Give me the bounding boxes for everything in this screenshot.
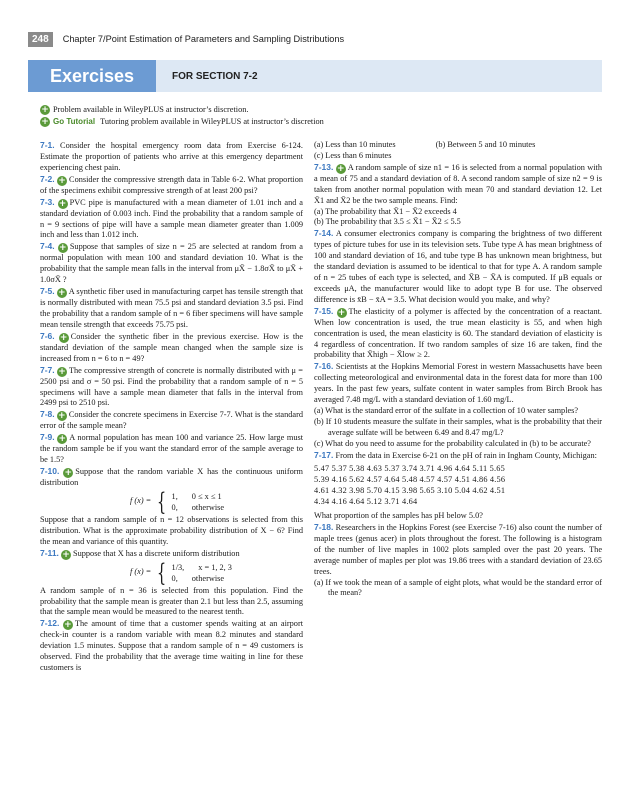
exercise-number: 7-11.: [40, 547, 59, 558]
discrete-pmf-formula: [130, 558, 303, 587]
chapter-title: Chapter 7/Point Estimation of Parameters and Sampling Distributions: [62, 34, 345, 44]
exercises-banner: [28, 60, 602, 92]
exercise-7-8: [40, 409, 303, 432]
exercise-7-16-part-c: (c) What do you need to assume for the probability calculated in (b) to be accurate?: [314, 438, 591, 448]
case-value: 0,: [171, 573, 178, 583]
legend-line1: Problem available in WileyPLUS at instructor’s discretion.: [53, 105, 249, 114]
exercise-7-3: [40, 197, 303, 242]
exercise-7-18-part-a: (a) If we took the mean of a sample of eight plots, what would be the standard error of the mean?: [314, 577, 602, 598]
exercise-number: 7-18.: [314, 522, 334, 532]
exercise-number: 7-8.: [40, 409, 55, 420]
exercise-7-13-part-b: (b) The probability that 3.5 ≤ X̄1 − X̄2 ≤ 5.5: [314, 217, 461, 227]
exercise-text: A random sample of size n1 = 16 is selected from a normal population with a mean of 75 and a standard deviation of 8. A second random sample of size n2 = 9 is taken from another normal population with mean 70 and standard deviation 12. Let X̄1 and X̄2 be the two sample means. Find:: [314, 162, 602, 205]
exercise-7-9: [40, 432, 303, 466]
go-tutorial-icon: +: [41, 117, 49, 127]
case-value: 1/3,: [171, 562, 185, 572]
ph-data-row: 5.39 4.16 5.62 4.57 4.64 5.48 4.57 4.57 4.51 4.86 4.56: [314, 475, 506, 485]
wileyplus-plus-icon: +: [58, 434, 67, 445]
exercise-7-6: [40, 331, 303, 365]
case-condition: 0 ≤ x ≤ 1: [191, 491, 222, 501]
go-tutorial-label: Go Tutorial: [53, 117, 96, 126]
legend-wileyplus: [40, 104, 324, 116]
page-header: [28, 31, 344, 47]
case-condition: otherwise: [191, 573, 225, 583]
section-label: FOR SECTION 7-2: [156, 60, 602, 92]
wileyplus-plus-icon: +: [337, 307, 346, 318]
exercise-text: Scientists at the Hopkins Memorial Forest in western Massachusetts have been collecting meteorological and environmental data in the forest data for more than 100 years. In the past few years, sulfate content in water samples from Birch Brook has averaged 7.48 mg/L with a standard deviation of 1.60 mg/L.: [314, 362, 602, 405]
exercise-text: A synthetic fiber used in manufacturing carpet has tensile strength that is normally distributed with mean 75.5 psi and standard deviation 3.5 psi. Find the probability that a random sample of n = 6 fiber specimens will have sample mean tensile strength that exceeds 75.75 psi.: [40, 287, 303, 329]
wileyplus-plus-icon: +: [59, 243, 67, 254]
left-brace-icon: {: [157, 558, 167, 587]
exercise-number: 7-17.: [314, 449, 334, 460]
case-condition: x = 1, 2, 3: [198, 562, 232, 572]
exercise-7-16: [314, 361, 602, 406]
exercise-text: The elasticity of a polymer is affected by the concentration of a reactant. When low concentration is used, the true mean elasticity is 55, and when high concentration is used, the mean elasticity is 60. The standard deviation of elasticity is 4 regardless of concentration. If two random samples of size 16 are taken, find the probability that X̄high − X̄low ≥ 2.: [314, 306, 602, 360]
exercise-number: 7-4.: [40, 241, 55, 252]
exercise-number: 7-14.: [314, 228, 334, 239]
exercise-7-15: [314, 306, 602, 362]
top-rule: [0, 0, 639, 4]
exercise-7-1: [40, 140, 303, 174]
exercise-text: Consider the synthetic fiber in the previous exercise. How is the standard deviation of the sample mean changed when the sample size is increased from n = 6 to n = 49?: [40, 331, 304, 363]
exercise-7-11: [40, 548, 303, 560]
exercise-7-17-question: What proportion of the samples has pH below 5.0?: [314, 511, 483, 521]
exercise-number: 7-3.: [40, 196, 55, 207]
exercise-number: 7-2.: [40, 173, 55, 184]
exercise-text: Suppose that the random variable X has the continuous uniform distribution: [40, 467, 303, 488]
exercise-text: Consider the concrete specimens in Exercise 7-7. What is the standard error of the sample mean?: [40, 410, 303, 431]
ph-data-row: 5.47 5.37 5.38 4.63 5.37 3.74 3.71 4.96 4.64 5.11 5.65: [314, 464, 505, 474]
exercise-text: Consider the compressive strength data in Table 6-2. What proportion of the specimens exhibit compressive strength of at least 200 psi?: [40, 174, 304, 195]
exercise-number: 7-15.: [314, 305, 334, 316]
exercise-number: 7-13.: [314, 161, 334, 172]
exercise-7-7: [40, 365, 303, 410]
exercise-text: Researchers in the Hopkins Forest (see Exercise 7-16) also count the number of maple trees (genus acer) in plots throughout the forest. The following is a histogram of the number of live maples in 1002 plots sampled over the past 20 years. The average number of maples per plot was 19.86 trees with a standard deviation of 23.65 trees.: [314, 523, 602, 576]
case-condition: otherwise: [191, 502, 225, 512]
wileyplus-plus-icon: +: [57, 288, 66, 299]
exercise-7-17: [314, 450, 602, 462]
wileyplus-plus-icon: +: [41, 105, 49, 115]
exercise-7-12-parts-ab: [314, 140, 602, 151]
exercise-7-14: [314, 228, 602, 305]
ph-data-row: 4.61 4.32 3.98 5.70 4.15 3.98 5.65 3.10 5.04 4.62 4.51: [314, 486, 506, 496]
exercise-7-18: [314, 522, 602, 578]
exercise-7-4: [40, 241, 303, 286]
wileyplus-plus-icon: +: [62, 549, 70, 560]
wileyplus-plus-icon: +: [336, 163, 345, 174]
ph-data-block: [314, 464, 602, 508]
part-b: (b) Between 5 and 10 minutes: [435, 140, 536, 149]
exercise-7-16-part-b: (b) If 10 students measure the sulfate in their samples, what is the probability that their average sulfate will be between 6.49 and 8.47 mg/L?: [314, 416, 603, 437]
wileyplus-plus-icon: +: [58, 175, 66, 186]
page-number: 248: [28, 32, 53, 47]
case-value: 0,: [171, 502, 178, 512]
exercise-number: 7-12.: [40, 618, 60, 629]
exercises-title: Exercises: [28, 60, 156, 92]
case-value: 1,: [171, 491, 178, 501]
exercise-text: The compressive strength of concrete is normally distributed with μ = 2500 psi and σ = 50 psi. Find the probability that a random sample of n = 5 specimens will have a sample mean diameter that falls in the interval from 2499 psi to 2510 psi.: [40, 365, 303, 408]
exercise-7-12-part-c: (c) Less than 6 minutes: [314, 150, 392, 160]
exercise-text: From the data in Exercise 6-21 on the pH of rain in Ingham County, Michigan:: [335, 450, 597, 460]
formula-lhs: f (x) =: [130, 496, 152, 506]
left-column: [40, 140, 303, 674]
exercise-number: 7-6.: [40, 330, 55, 341]
exercise-7-2: [40, 174, 303, 197]
formula-cases: [172, 491, 225, 513]
exercise-7-16-part-a: (a) What is the standard error of the sulfate in a collection of 10 water samples?: [314, 405, 579, 415]
formula-cases: [172, 562, 232, 584]
ph-data-row: 4.34 4.16 4.64 5.12 3.71 4.64: [314, 497, 418, 507]
exercise-7-10-continued: Suppose that a random sample of n = 12 observations is selected from this distribution. What is the approximate probability distribution of X − 6? Find the mean and variance of this quantity.: [40, 514, 303, 546]
exercise-number: 7-7.: [40, 364, 55, 375]
exercise-number: 7-16.: [314, 361, 334, 372]
wileyplus-plus-icon: +: [59, 332, 68, 343]
exercise-text: PVC pipe is manufactured with a mean diameter of 1.01 inch and a standard deviation of 0.003 inch. Find the probability that a random sample of n = 9 sections of pipe will have a sample mean diameter greater than 1.009 inch and less than 1.012 inch.: [40, 197, 303, 240]
exercise-7-5: [40, 286, 303, 331]
wileyplus-plus-icon: +: [64, 620, 72, 631]
exercise-number: 7-10.: [40, 466, 60, 477]
wileyplus-plus-icon: +: [58, 366, 66, 377]
part-a: (a) Less than 10 minutes: [314, 140, 396, 149]
left-brace-icon: {: [157, 487, 167, 516]
exercise-7-10: [40, 466, 303, 489]
exercise-number: 7-5.: [40, 286, 55, 297]
wileyplus-plus-icon: +: [58, 411, 66, 422]
uniform-pdf-formula: [130, 487, 303, 516]
legend: [40, 104, 324, 128]
right-column: [314, 140, 602, 599]
exercise-7-11-continued: A random sample of n = 36 is selected from this population. Find the probability that the sample mean is greater than 2.1 but less than 2.5, assuming that the sample mean would be measured to the nearest tenth.: [40, 585, 303, 617]
exercise-7-13-part-a: (a) The probability that X̄1 − X̄2 exceeds 4: [314, 206, 457, 216]
legend-tutorial: [40, 116, 324, 128]
exercise-text: The amount of time that a customer spends waiting at an airport check-in counter is a random variable with mean 8.2 minutes and standard deviation 1.5 minutes. Suppose that a random sample of n = 49 customers is observed. Find the probability that the average time waiting in line for these customers is: [40, 619, 304, 673]
exercise-number: 7-9.: [40, 432, 55, 443]
exercise-text: Suppose that X has a discrete uniform distribution: [72, 548, 240, 558]
exercise-7-13: [314, 162, 602, 207]
exercise-text: Suppose that samples of size n = 25 are selected at random from a normal population with mean 100 and standard deviation 10. What is the probability that the sample mean falls in the interval from μX̄ − 1.8σX̄ to μX̄ + 1.0σX̄ ?: [40, 242, 303, 285]
formula-lhs: f (x) =: [130, 567, 152, 577]
wileyplus-plus-icon: +: [58, 198, 67, 209]
exercise-text: Consider the hospital emergency room data from Exercise 6-124. Estimate the proportion of patients who arrive at this emergency department experiencing chest pain.: [40, 141, 304, 172]
exercise-text: A consumer electronics company is comparing the brightness of two different types of picture tubes for use in its television sets. Tube type A has mean brightness of 100 and standard deviation of 16, and tube type B has unknown mean brightness, but the standard deviation is assumed to be identical to that for type A. A random sample of n = 25 tubes of each type is selected, and X̄B − X̄A is computed. If μB equals or exceeds μA, the manufacturer would like to adopt type B for use. The observed difference is x̄B − x̄A = 3.5. What decision would you make, and why?: [314, 229, 602, 304]
legend-line2: Tutoring problem available in WileyPLUS at instructor’s discretion: [100, 117, 324, 126]
exercise-text: A normal population has mean 100 and variance 25. How large must the random sample be if you want the standard error of the sample average to be 1.5?: [40, 433, 303, 465]
exercise-7-12: [40, 618, 303, 674]
wileyplus-plus-icon: +: [64, 468, 72, 479]
exercise-number: 7-1.: [40, 140, 55, 150]
